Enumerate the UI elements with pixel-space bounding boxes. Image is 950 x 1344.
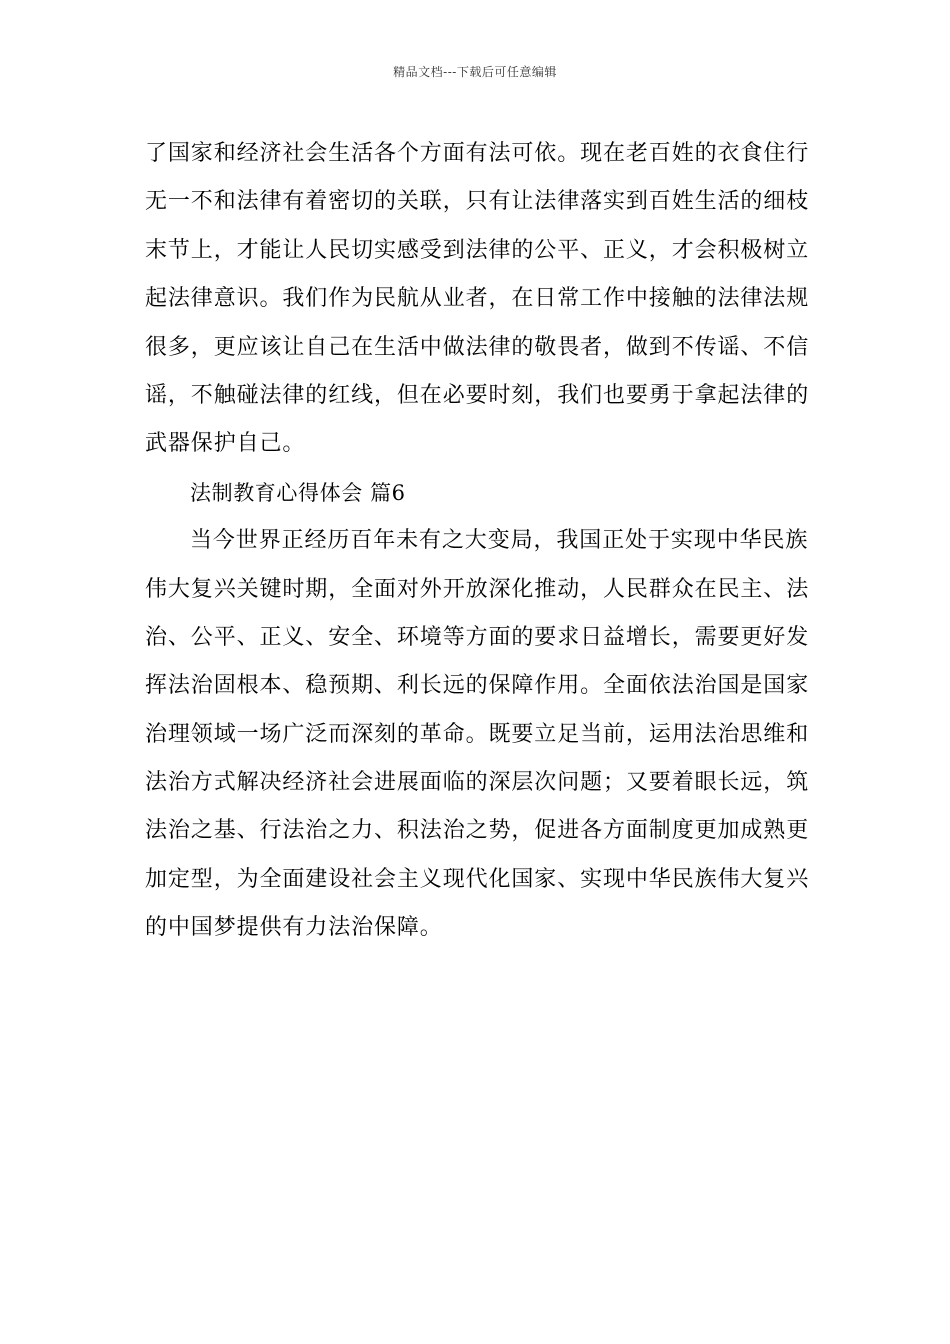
paragraph-line: 伟大复兴关键时期，全面对外开放深化推动，人民群众在民主、法	[145, 576, 810, 602]
page-header: 精品文档---下载后可任意编辑	[393, 65, 557, 79]
paragraph-line: 武器保护自己。	[145, 431, 306, 457]
paragraph-line: 很多，更应该让自己在生活中做法律的敬畏者，做到不传谣、不信	[145, 334, 810, 360]
paragraph-line: 末节上，才能让人民切实感受到法律的公平、正义，才会积极树立	[145, 237, 810, 263]
paragraph-line: 当今世界正经历百年未有之大变局，我国正处于实现中华民族	[190, 528, 809, 554]
paragraph-line: 加定型，为全面建设社会主义现代化国家、实现中华民族伟大复兴	[145, 866, 810, 892]
paragraph-2	[145, 517, 810, 953]
paragraph-1	[145, 130, 810, 469]
paragraph-line: 挥法治固根本、稳预期、利长远的保障作用。全面依法治国是国家	[145, 673, 810, 699]
paragraph-line: 的中国梦提供有力法治保障。	[145, 915, 443, 941]
paragraph-line: 治、公平、正义、安全、环境等方面的要求日益增长，需要更好发	[145, 624, 810, 650]
paragraph-line: 治理领域一场广泛而深刻的革命。既要立足当前，运用法治思维和	[145, 721, 810, 747]
paragraph-line: 法治方式解决经济社会进展面临的深层次问题；又要着眼长远，筑	[145, 770, 810, 796]
paragraph-line: 谣，不触碰法律的红线，但在必要时刻，我们也要勇于拿起法律的	[145, 382, 810, 408]
body-text	[145, 130, 810, 953]
paragraph-line: 法治之基、行法治之力、积法治之势，促进各方面制度更加成熟更	[145, 818, 810, 844]
paragraph-line: 了国家和经济社会生活各个方面有法可依。现在老百姓的衣食住行	[145, 141, 810, 166]
section-heading: 法制教育心得体会 篇6	[190, 480, 406, 505]
paragraph-line: 起法律意识。我们作为民航从业者，在日常工作中接触的法律法规	[145, 286, 810, 312]
paragraph-line: 无一不和法律有着密切的关联，只有让法律落实到百姓生活的细枝	[145, 189, 810, 215]
